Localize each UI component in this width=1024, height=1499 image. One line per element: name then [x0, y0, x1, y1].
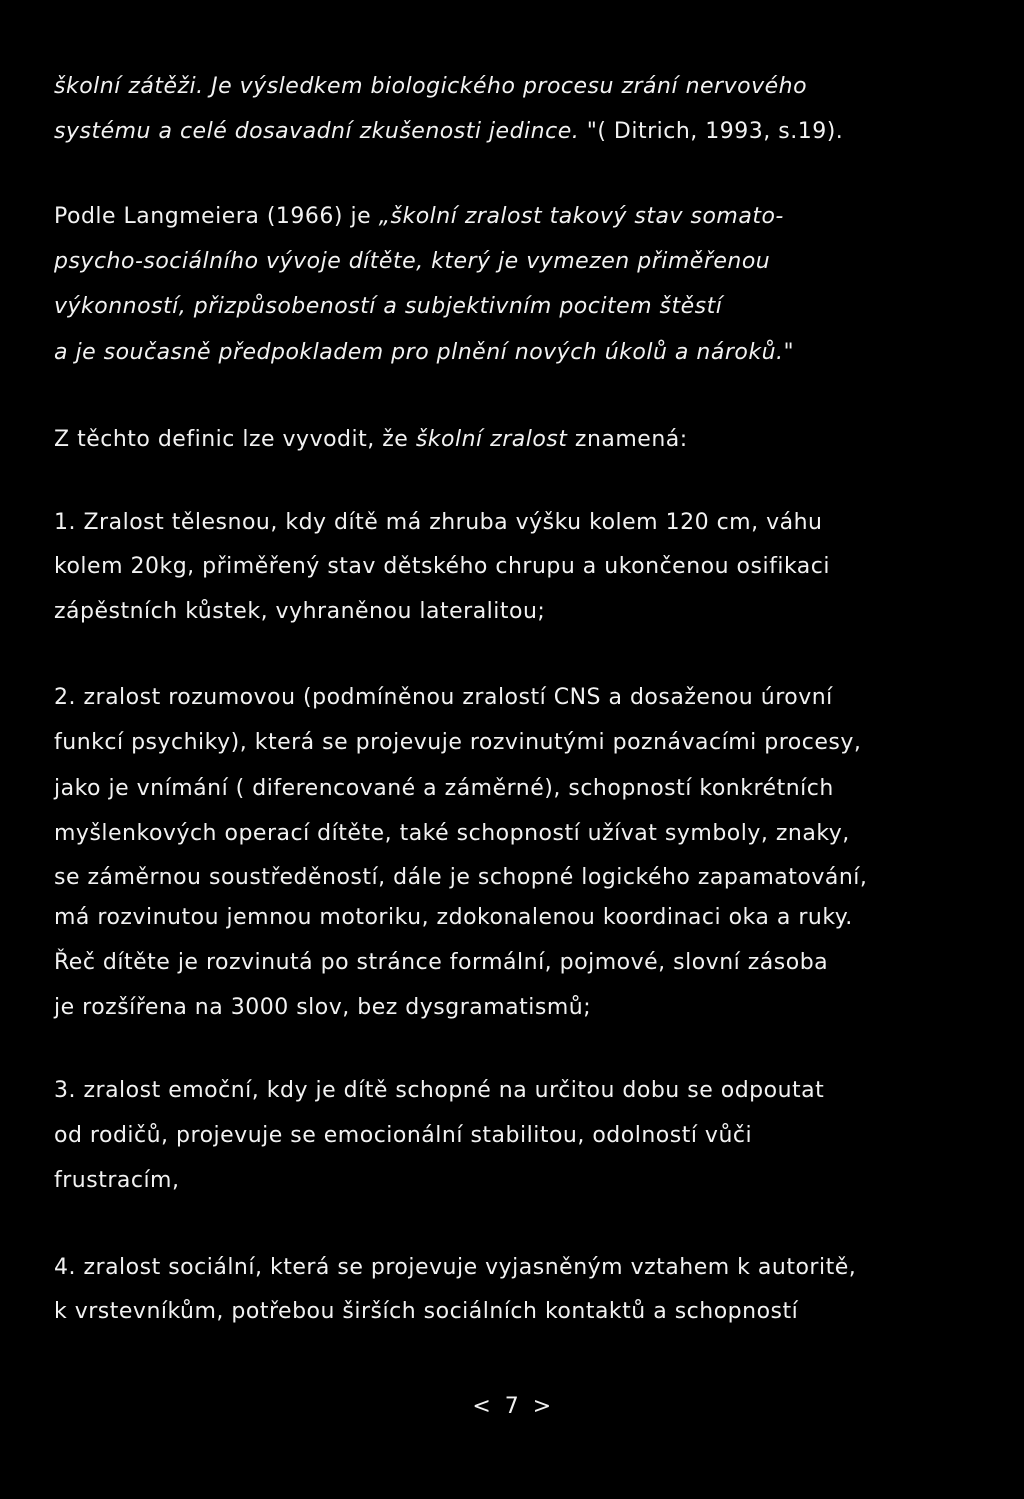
langmeier-intro: Podle Langmeiera (1966) je — [54, 204, 372, 229]
item3-line-2: od rodičů, projevuje se emocionální stabilitou, odolností vůči — [54, 1123, 753, 1148]
item2-line-4: myšlenkových operací dítěte, také schopností užívat symboly, znaky, — [54, 821, 850, 846]
item2-line-5: se záměrnou soustředěností, dále je schopné logického zapamatování, — [54, 865, 868, 890]
quote-line-2-italic: systému a celé dosavadní zkušenosti jedince. — [54, 119, 580, 144]
page-number: < 7 > — [472, 1394, 552, 1419]
item2-line-6: má rozvinutou jemnou motoriku, zdokonalenou koordinaci oka a ruky. — [54, 905, 853, 930]
quote-line-1: školní zátěži. Je výsledkem biologického procesu zrání nervového — [54, 74, 808, 99]
item2-line-3: jako je vnímání ( diferencované a záměrné), schopností konkrétních — [54, 776, 834, 801]
item4-line-1: 4. zralost sociální, která se projevuje vyjasněným vztahem k autoritě, — [54, 1255, 857, 1280]
item3-line-3: frustracím, — [54, 1168, 180, 1193]
item3-line-1: 3. zralost emoční, kdy je dítě schopné na určitou dobu se odpoutat — [54, 1078, 825, 1103]
conclusion-line — [54, 425, 954, 455]
conclusion-before: Z těchto definic lze vyvodit, že — [54, 427, 409, 452]
conclusion-term: školní zralost — [415, 427, 568, 452]
langmeier-line-4: a je současně předpokladem pro plnění nových úkolů a nároků." — [54, 340, 795, 365]
item1-line-1: 1. Zralost tělesnou, kdy dítě má zhruba výšku kolem 120 cm, váhu — [54, 510, 823, 535]
item2-line-2: funkcí psychiky), která se projevuje rozvinutými poznávacími procesy, — [54, 730, 862, 755]
langmeier-line-2: psycho-sociálního vývoje dítěte, který je vymezen přiměřenou — [54, 249, 771, 274]
item2-line-8: je rozšířena na 3000 slov, bez dysgramatismů; — [54, 995, 592, 1020]
item2-line-1: 2. zralost rozumovou (podmíněnou zralostí CNS a dosaženou úrovní — [54, 685, 833, 710]
quote-line-2 — [54, 117, 954, 147]
langmeier-line-3: výkonností, přizpůsobeností a subjektivním pocitem štěstí — [54, 294, 723, 319]
item2-line-7: Řeč dítěte je rozvinutá po stránce formální, pojmové, slovní zásoba — [54, 950, 829, 975]
item1-line-2: kolem 20kg, přiměřený stav dětského chrupu a ukončenou osifikaci — [54, 554, 830, 579]
langmeier-line-1 — [54, 202, 954, 232]
quote-citation: "( Ditrich, 1993, s.19). — [586, 119, 844, 144]
conclusion-after: znamená: — [574, 427, 688, 452]
langmeier-quote-start: „školní zralost takový stav somato- — [378, 204, 784, 229]
item4-line-2: k vrstevníkům, potřebou širších sociálních kontaktů a schopností — [54, 1299, 799, 1324]
item1-line-3: zápěstních kůstek, vyhraněnou lateralitou; — [54, 599, 546, 624]
